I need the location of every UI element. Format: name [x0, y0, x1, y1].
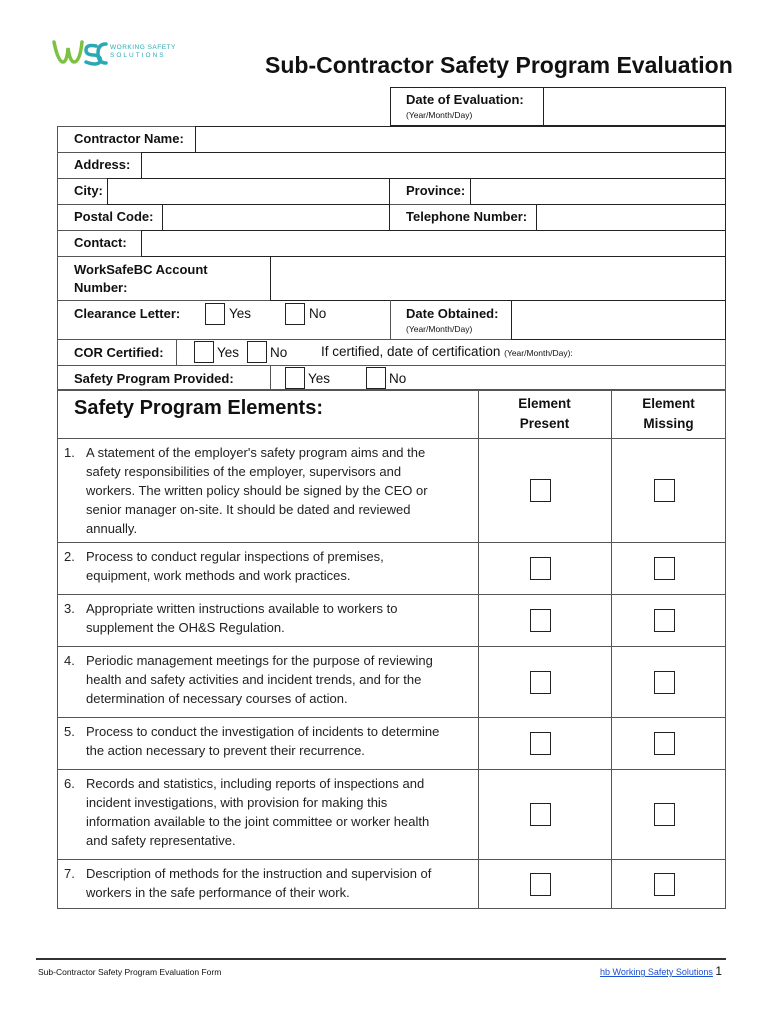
- element-description: [86, 443, 476, 538]
- clearance-letter-label: Clearance Letter:: [74, 306, 181, 321]
- element-description-line: Description of methods for the instruction and supervision of: [86, 866, 432, 881]
- element-description-line: workers. The written policy should be signed by the CEO or: [86, 483, 428, 498]
- element-description: [86, 864, 476, 902]
- element-present-checkbox[interactable]: [530, 671, 551, 694]
- element-number: 2.: [64, 549, 75, 564]
- cor-certified-label: COR Certified:: [74, 345, 164, 360]
- elements-heading: Safety Program Elements:: [74, 397, 323, 419]
- element-number: 5.: [64, 724, 75, 739]
- element-description-line: senior manager on-site. It should be dated and reviewed: [86, 502, 411, 517]
- column-header-present: Element Present: [518, 396, 571, 431]
- clearance-yes-checkbox[interactable]: [205, 303, 225, 325]
- clearance-no-label: No: [309, 306, 327, 321]
- row-divider: [57, 859, 726, 860]
- row-divider: [57, 542, 726, 543]
- element-present-checkbox[interactable]: [530, 609, 551, 632]
- date-obtained-label: Date Obtained:: [406, 306, 499, 321]
- element-description-line: the action necessary to prevent their recurrence.: [86, 743, 365, 758]
- account-number-label: WorkSafeBC Account Number:: [74, 262, 208, 295]
- element-present-checkbox[interactable]: [530, 732, 551, 755]
- element-present-checkbox[interactable]: [530, 873, 551, 896]
- column-header-missing: Element Missing: [642, 396, 695, 431]
- element-missing-checkbox[interactable]: [654, 732, 675, 755]
- element-description-line: health and safety activities and incident trends, and for the: [86, 672, 422, 687]
- element-description-line: equipment, work methods and work practices.: [86, 568, 351, 583]
- row-divider: [57, 438, 726, 439]
- element-number: 6.: [64, 776, 75, 791]
- safety-provided-no-checkbox[interactable]: [366, 367, 386, 389]
- element-missing-checkbox[interactable]: [654, 479, 675, 502]
- page-number: 1: [715, 964, 723, 978]
- safety-provided-no-label: No: [389, 371, 407, 386]
- date-obtained-field[interactable]: [511, 300, 726, 340]
- clearance-yes-label: Yes: [229, 306, 252, 321]
- province-field[interactable]: [470, 178, 726, 205]
- element-number: 3.: [64, 601, 75, 616]
- safety-provided-yes-label: Yes: [308, 371, 331, 386]
- element-present-checkbox[interactable]: [530, 479, 551, 502]
- element-number: 7.: [64, 866, 75, 881]
- cor-no-checkbox[interactable]: [247, 341, 267, 363]
- element-description-line: Process to conduct regular inspections of premises,: [86, 549, 384, 564]
- footer-rule: [36, 958, 726, 960]
- element-missing-checkbox[interactable]: [654, 873, 675, 896]
- element-missing-checkbox[interactable]: [654, 671, 675, 694]
- contractor-name-label: Contractor Name:: [74, 131, 184, 146]
- element-description-line: Periodic management meetings for the purpose of reviewing: [86, 653, 433, 668]
- contractor-name-field[interactable]: [195, 126, 726, 153]
- row-divider: [57, 646, 726, 647]
- province-label: Province:: [406, 183, 466, 198]
- city-field[interactable]: [107, 178, 390, 205]
- element-description: [86, 722, 476, 760]
- row-divider: [57, 717, 726, 718]
- footer-form-name: Sub-Contractor Safety Program Evaluation Form: [38, 967, 222, 977]
- contact-label: Contact:: [74, 235, 127, 250]
- account-number-field[interactable]: [270, 256, 726, 301]
- city-label: City:: [74, 183, 103, 198]
- telephone-label: Telephone Number:: [406, 209, 528, 224]
- date-evaluation-field[interactable]: [543, 87, 726, 126]
- clearance-no-checkbox[interactable]: [285, 303, 305, 325]
- element-description-line: determination of necessary courses of action.: [86, 691, 348, 706]
- address-field[interactable]: [141, 152, 726, 179]
- element-missing-checkbox[interactable]: [654, 557, 675, 580]
- element-description-line: and safety representative.: [86, 833, 236, 848]
- element-description-line: Process to conduct the investigation of incidents to determine: [86, 724, 440, 739]
- date-obtained-hint: (Year/Month/Day): [406, 324, 473, 334]
- element-description-line: supplement the OH&S Regulation.: [86, 620, 285, 635]
- postal-code-label: Postal Code:: [74, 209, 154, 224]
- cor-yes-label: Yes: [217, 345, 240, 360]
- cor-no-label: No: [270, 345, 288, 360]
- element-description-line: safety responsibilities of the employer, supervisors and: [86, 464, 402, 479]
- address-label: Address:: [74, 157, 131, 172]
- safety-provided-yes-checkbox[interactable]: [285, 367, 305, 389]
- element-number: 1.: [64, 445, 75, 460]
- row-divider: [57, 594, 726, 595]
- element-missing-checkbox[interactable]: [654, 609, 675, 632]
- row-divider: [57, 769, 726, 770]
- element-number: 4.: [64, 653, 75, 668]
- page-title: Sub-Contractor Safety Program Evaluation: [265, 52, 733, 78]
- element-description-line: workers in the safe performance of their work.: [86, 885, 350, 900]
- element-description-line: A statement of the employer's safety program aims and the: [86, 445, 426, 460]
- element-description-line: annually.: [86, 521, 138, 536]
- telephone-field[interactable]: [536, 204, 726, 231]
- date-format-hint: (Year/Month/Day): [406, 110, 473, 120]
- element-description: [86, 651, 476, 708]
- date-evaluation-label: Date of Evaluation:: [406, 92, 524, 107]
- element-present-checkbox[interactable]: [530, 557, 551, 580]
- element-description-line: information available to the joint committee or worker health: [86, 814, 430, 829]
- footer-link[interactable]: hb Working Safety Solutions: [600, 967, 713, 977]
- cor-date-note: If certified, date of certification (Year/Month/Day):: [321, 344, 573, 359]
- element-description-line: Records and statistics, including reports of inspections and: [86, 776, 425, 791]
- logo-text: WORKING SAFETY SOLUTIONS: [110, 44, 176, 59]
- element-description: [86, 599, 476, 637]
- footer-right: [600, 964, 722, 978]
- element-description-line: Appropriate written instructions available to workers to: [86, 601, 398, 616]
- cor-yes-checkbox[interactable]: [194, 341, 214, 363]
- postal-code-field[interactable]: [162, 204, 390, 231]
- element-missing-checkbox[interactable]: [654, 803, 675, 826]
- element-description: [86, 774, 476, 850]
- safety-program-provided-label: Safety Program Provided:: [74, 371, 234, 386]
- element-description: [86, 547, 476, 585]
- contact-field[interactable]: [141, 230, 726, 257]
- element-description-line: incident investigations, with provision for making this: [86, 795, 388, 810]
- element-present-checkbox[interactable]: [530, 803, 551, 826]
